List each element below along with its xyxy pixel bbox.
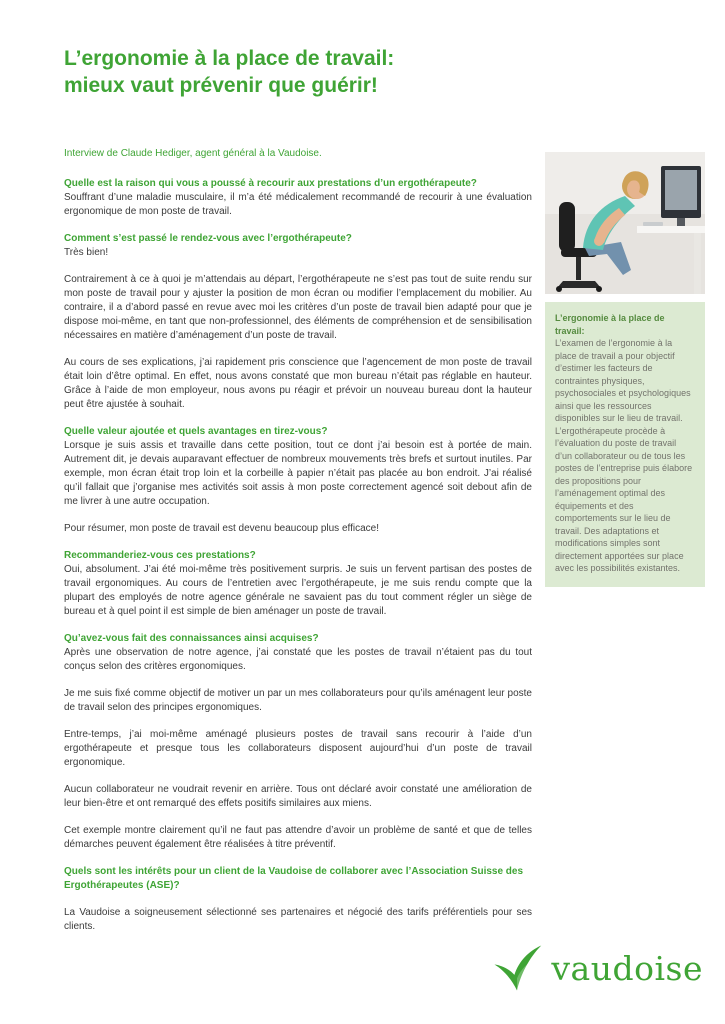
- article-column: [64, 45, 532, 947]
- article-question: Quelle est la raison qui vous a poussé à recourir aux prestations d’un ergothérapeute?: [64, 178, 477, 189]
- photo-woman-back-pain: [545, 152, 705, 294]
- ergonomics-info-box: [545, 302, 705, 587]
- article-question: Qu’avez-vous fait des connaissances ainsi acquises?: [64, 633, 319, 644]
- article-question: Quels sont les intérêts pour un client de la Vaudoise de collaborer avec l’Association Suisse des Ergothérapeutes (ASE)?: [64, 866, 524, 891]
- article-paragraph: La Vaudoise a soigneusement sélectionné ses partenaires et négocié des tarifs préférentiels pour ses clients.: [64, 907, 532, 932]
- article-paragraph: Je me suis fixé comme objectif de motiver un par un mes collaborateurs pour qu’ils aménagent leur poste de travail selon des principes ergonomiques.: [64, 688, 532, 713]
- vaudoise-logo: [491, 940, 703, 996]
- interview-byline: Interview de Claude Hediger, agent général à la Vaudoise.: [64, 148, 322, 159]
- article-paragraph: Cet exemple montre clairement qu’il ne faut pas attendre d’avoir un problème de santé et que de telles démarches peuvent également être réalisées à titre préventif.: [64, 825, 532, 850]
- vaudoise-wordmark: vaudoise: [551, 948, 703, 988]
- article-paragraph: Très bien!: [64, 247, 109, 258]
- page-title-line2: mieux vaut prévenir que guérir!: [64, 74, 378, 97]
- article-paragraph: Oui, absolument. J’ai été moi-même très positivement surpris. Je suis un fervent partisan des postes de travail ergonomiques. Au cours de l’entretien avec l’ergothérapeute, je me suis rendu compte que la plupart des employés de notre agence générale ne savaient pas du tout comment régler un siège de bureau et à quel point il est simple de bien aménager un poste de travail.: [64, 564, 532, 617]
- article-question: Quelle valeur ajoutée et quels avantages en tirez-vous?: [64, 426, 328, 437]
- vaudoise-logo-icon: [491, 940, 543, 996]
- info-box-title: L’ergonomie à la place de travail:: [555, 313, 665, 336]
- article-paragraph: Aucun collaborateur ne voudrait revenir en arrière. Tous ont déclaré avoir constaté une amélioration de leur bien-être et ont remarqué des effets positifs similaires aux miens.: [64, 784, 532, 809]
- page-title: [64, 45, 532, 99]
- article-paragraph: Après une observation de notre agence, j’ai constaté que les postes de travail n’étaient pas du tout conçus selon des critères ergonomiques.: [64, 647, 532, 672]
- article-paragraph: Au cours de ses explications, j’ai rapidement pris conscience que l’agencement de mon poste de travail était loin d’être optimal. En effet, nous avons constaté que mon bureau n’était pas réglable en hauteur. Grâce à l’aide de mon employeur, nous avons pu réagir et prévoir un nouveau bureau dont la hauteur peut être ajustée à souhait.: [64, 357, 532, 410]
- article-paragraph: Pour résumer, mon poste de travail est devenu beaucoup plus efficace!: [64, 523, 380, 534]
- page-title-line1: L’ergonomie à la place de travail:: [64, 47, 395, 70]
- article-paragraph: Contrairement à ce à quoi je m’attendais au départ, l’ergothérapeute ne s’est pas tout de suite rendu sur mon poste de travail pour y ajuster la position de mon écran ou modifier l’emplacement du mobilier. Au contraire, il a d’abord passé en revue avec moi les critères d’un poste de travail bien adapté pour que je dispose moi-même, en tant que non-professionnel, des éléments de compréhension et de sensibilisation nécessaires en matière d’aménagement d’un poste de travail.: [64, 274, 532, 341]
- article-paragraph: Entre-temps, j’ai moi-même aménagé plusieurs postes de travail sans recourir à l’aide d’un ergothérapeute et presque tous les collaborateurs disposent aujourd’hui d’un poste de travail ergonomique.: [64, 729, 532, 768]
- article-paragraph: Lorsque je suis assis et travaille dans cette position, tout ce dont j’ai besoin est à portée de main. Autrement dit, je devais auparavant effectuer de nombreux mouvements très brefs et surtout inutiles. Par exemple, mon écran était trop loin et la corbeille à papier n’était pas placée au bon endroit. J’ai réalisé qu’il fallait que j’organise mes activités soit assis à mon poste correctement agencé soit debout afin de me livrer à une autre occupation.: [64, 440, 532, 507]
- article-question: Comment s’est passé le rendez-vous avec l’ergothérapeute?: [64, 233, 352, 244]
- article-question: Recommanderiez-vous ces prestations?: [64, 550, 256, 561]
- info-box-body: L’examen de l’ergonomie à la place de travail a pour objectif d’estimer les facteurs de contraintes physiques, psychosociales et psychologiques ainsi que les ressources disponibles sur le lieu de travail. L’ergothérapeute procède à l’évaluation du poste de travail d’un collaborateur ou de tous les postes de l’entreprise puis élabore des propositions pour l’aménagement optimal des équipements et des comportements sur le lieu de travail. Des adaptations et modifications simples sont directement apportées sur place avec les possibilités existantes.: [555, 338, 693, 573]
- sidebar: [545, 152, 705, 587]
- article-paragraph: Souffrant d’une maladie musculaire, il m’a été médicalement recommandé de recourir à une évaluation ergonomique de mon poste de travail.: [64, 192, 532, 217]
